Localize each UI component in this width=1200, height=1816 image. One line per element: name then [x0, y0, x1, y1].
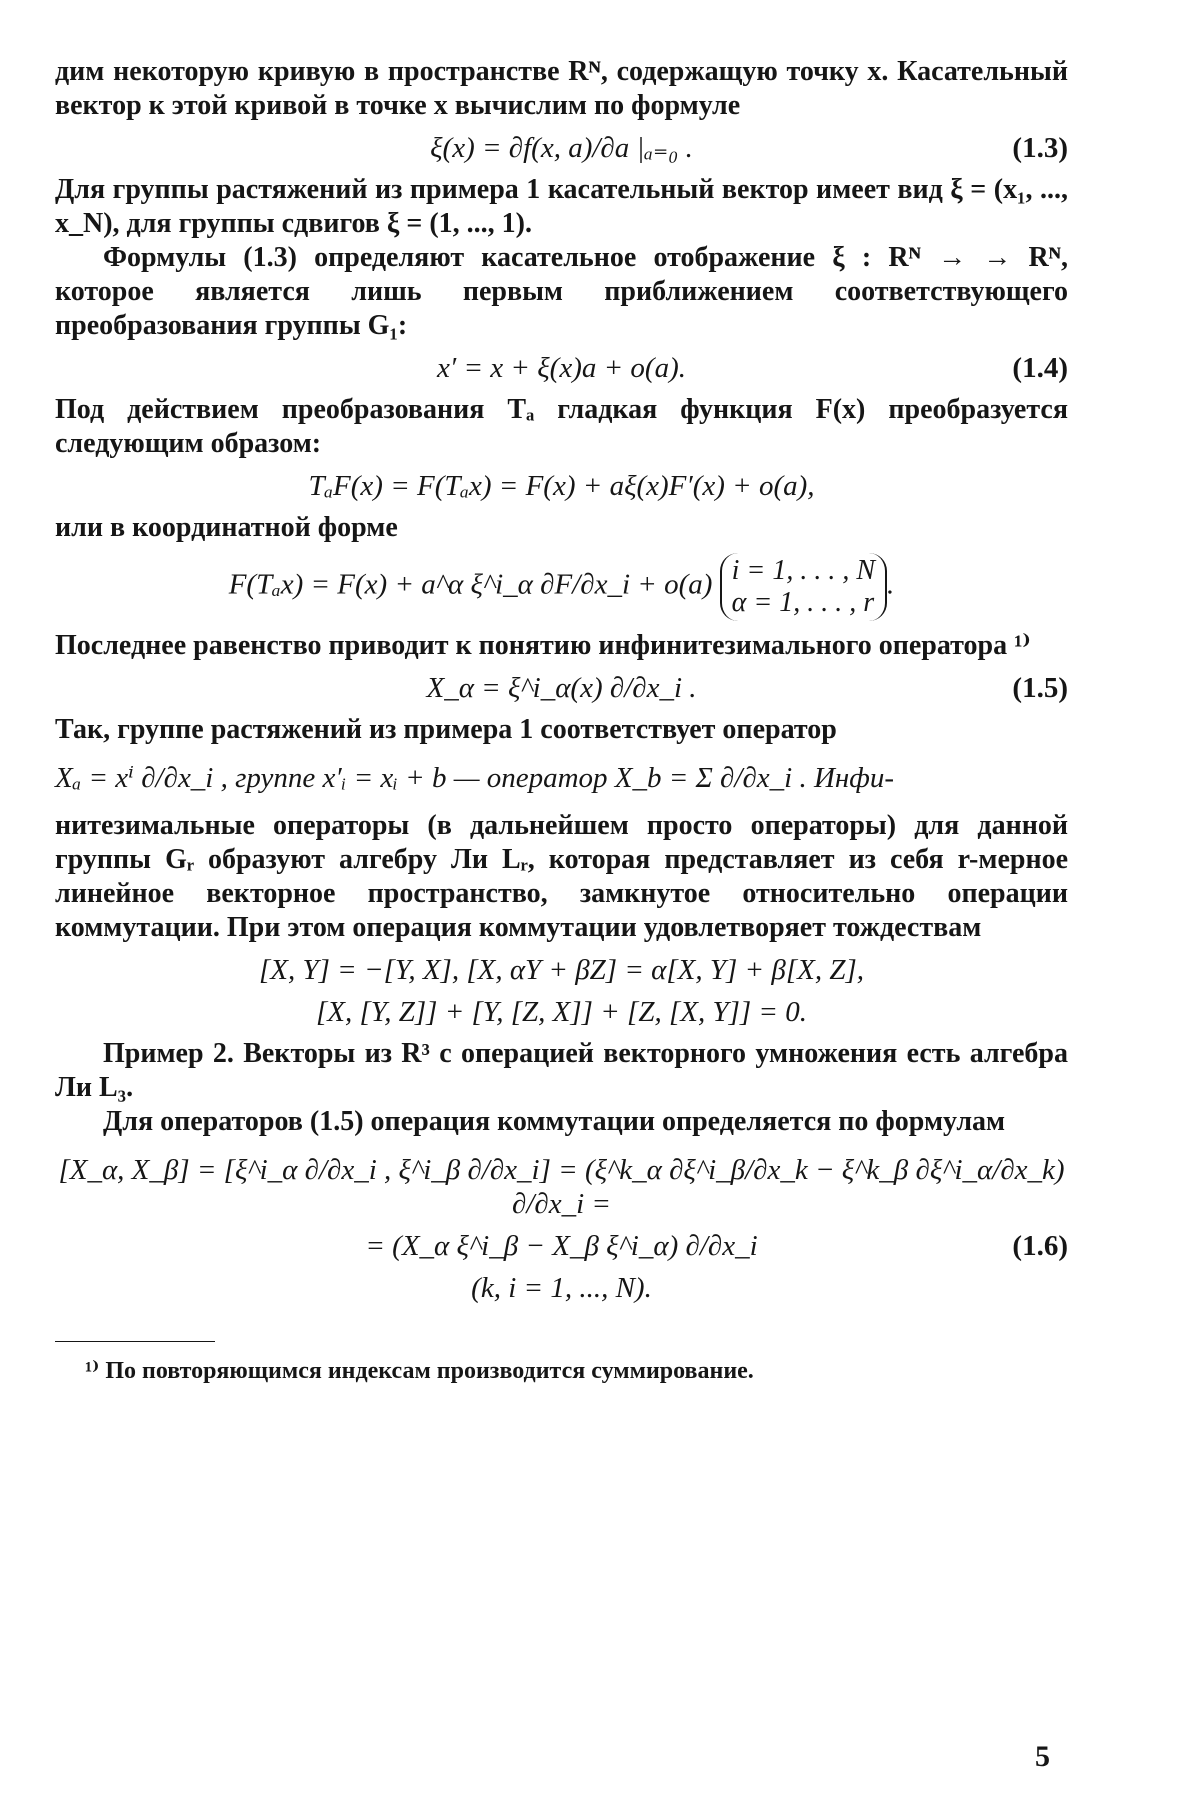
equation-1-5-body: X_α = ξ^i_α(x) ∂/∂x_i . — [426, 672, 697, 704]
identity-1 — [55, 953, 1068, 987]
equation-1-5 — [55, 671, 1068, 705]
page-body — [55, 55, 1068, 1386]
equation-1-6-line-2 — [55, 1229, 1068, 1263]
equation-1-6-line-3-body: (k, i = 1, ..., N). — [471, 1272, 652, 1304]
footnote-divider — [55, 1341, 215, 1342]
paragraph-commutation: Для операторов (1.5) операция коммутации определяется по формулам — [103, 1106, 1006, 1137]
equation-operators-body: Xₐ = xⁱ ∂/∂x_i , группе x′ᵢ = xᵢ + b — оператор X_b = Σ ∂/∂x_i . Инфи- — [55, 762, 895, 794]
equation-number-1-6: (1.6) — [1012, 1230, 1068, 1262]
paragraph-tangent-map: Формулы (1.3) определяют касательное отображение ξ : Rᴺ → → Rᴺ, которое является лишь первым приближением соответствующего преобразования группы G₁: — [55, 242, 1068, 341]
equation-number-1-4: (1.4) — [1012, 352, 1068, 384]
equation-number-1-5: (1.5) — [1012, 672, 1068, 704]
equation-coordinate-body: F(Tₐx) = F(x) + a^α ξ^i_α ∂F/∂x_i + o(a) — [228, 568, 713, 601]
paragraph-intro: дим некоторую кривую в пространстве Rᴺ, содержащую точку x. Касательный вектор к этой кривой в точке x вычислим по формуле — [55, 56, 1068, 121]
condition-i: i = 1, . . . , N — [731, 555, 876, 586]
condition-alpha: α = 1, . . . , r — [731, 587, 875, 618]
paragraph-dilation-operator: Так, группе растяжений из примера 1 соответствует оператор — [55, 714, 837, 745]
equation-1-4 — [55, 351, 1068, 385]
equation-1-4-body: x′ = x + ξ(x)a + o(a). — [437, 352, 686, 384]
equation-1-3 — [55, 131, 1068, 165]
paragraph-tangent-vector: Для группы растяжений из примера 1 касательный вектор имеет вид ξ = (x₁, ..., x_N), для группы сдвигов ξ = (1, ..., 1). — [55, 174, 1068, 239]
equation-operators — [55, 761, 1068, 795]
example-2-text: Пример 2. Векторы из R³ с операцией векторного умножения есть алгебра Ли L₃. — [55, 1038, 1068, 1103]
equation-1-3-body: ξ(x) = ∂f(x, a)/∂a |ₐ₌₀ . — [430, 132, 693, 164]
identity-2 — [55, 995, 1068, 1029]
equation-tf-body: TₐF(x) = F(Tₐx) = F(x) + aξ(x)F′(x) + o(a), — [308, 470, 815, 502]
paragraph-example-2 — [55, 1037, 1068, 1105]
equation-number-1-3: (1.3) — [1012, 132, 1068, 164]
paragraph-coordinate-form: или в координатной форме — [55, 512, 398, 543]
paragraph-transformation: Под действием преобразования Tₐ гладкая функция F(x) преобразуется следующим образом: — [55, 394, 1068, 459]
equation-1-6-line-3 — [55, 1271, 1068, 1305]
paragraph-lie-algebra: нитезимальные операторы (в дальнейшем просто операторы) для данной группы Gᵣ образуют алгебру Ли Lᵣ, которая представляет из себя r-мерное линейное векторное пространство, замкнутое относительно операции коммутации. При этом операция коммутации удовлетворяет тождествам — [55, 810, 1068, 943]
equation-1-6-line-1 — [55, 1153, 1068, 1221]
equation-coordinate: F(Tₐx) = F(x) + a^α ξ^i_α ∂F/∂x_i + o(a) i = 1, . . . , N α = 1, . . . , r . — [55, 553, 1068, 621]
page-number: 5 — [1035, 1740, 1050, 1773]
footnote: ¹⁾ По повторяющимся индексам производится суммирование. — [85, 1358, 754, 1384]
equation-1-6-line-1-body: [X_α, X_β] = [ξ^i_α ∂/∂x_i , ξ^i_β ∂/∂x_i] = (ξ^k_α ∂ξ^i_β/∂x_k − ξ^k_β ∂ξ^i_α/∂x_k) ∂/∂x_i = — [58, 1154, 1065, 1220]
paragraph-infinitesimal: Последнее равенство приводит к понятию инфинитезимального оператора ¹⁾ — [55, 630, 1031, 661]
equation-tf — [55, 469, 1068, 503]
identity-2-body: [X, [Y, Z]] + [Y, [Z, X]] + [Z, [X, Y]] = 0. — [316, 996, 807, 1028]
equation-coordinate-conditions — [720, 553, 887, 621]
identity-1-body: [X, Y] = −[Y, X], [X, αY + βZ] = α[X, Y] + β[X, Z], — [259, 954, 864, 986]
equation-1-6-line-2-body: = (X_α ξ^i_β − X_β ξ^i_α) ∂/∂x_i — [365, 1230, 758, 1262]
